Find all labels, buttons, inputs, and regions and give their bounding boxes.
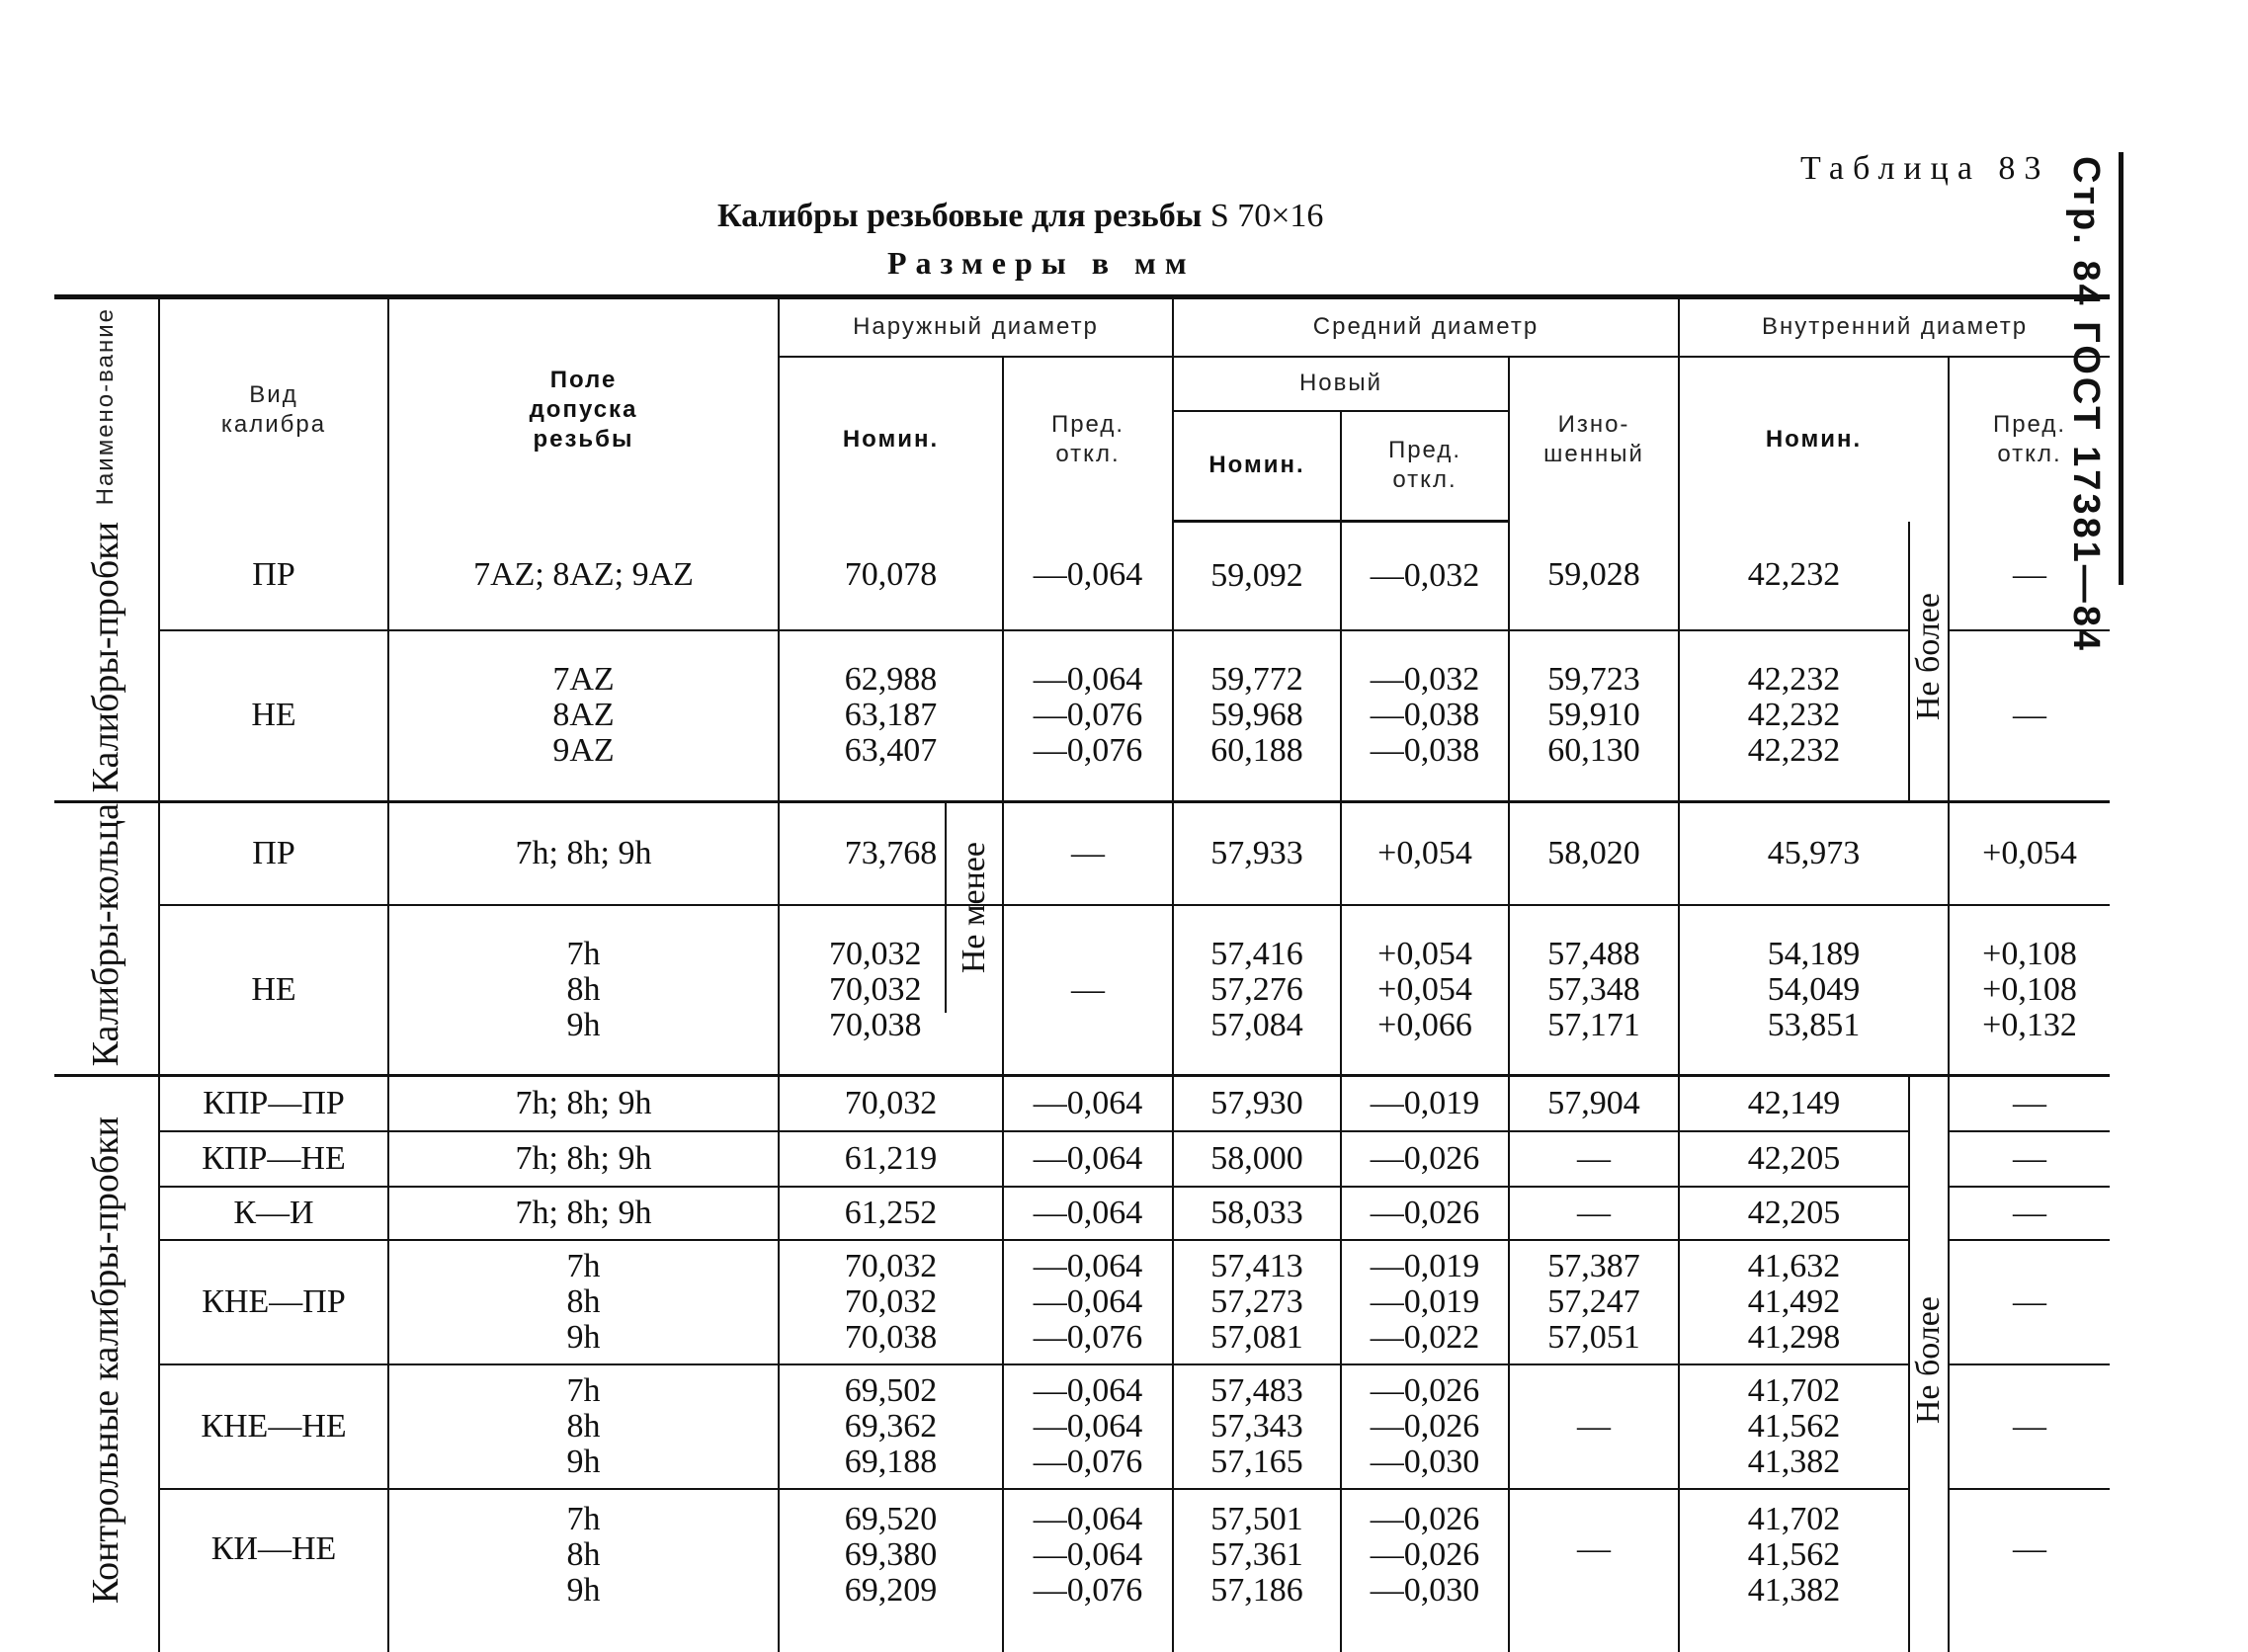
inner-deviation-cell: — [1949, 630, 2110, 801]
mean-nominal-cell: 59,772 59,968 60,188 [1173, 630, 1341, 801]
group-label-rings: Калибры-кольца [54, 801, 159, 1075]
mean-nominal-cell: 57,930 [1173, 1076, 1341, 1131]
inner-nominal-cell: 42,149 [1679, 1076, 1909, 1131]
outer-nominal-cell: 70,032 70,032 70,038 [779, 1240, 1003, 1364]
outer-deviation-cell: —0,064 [1003, 1076, 1173, 1131]
table-title-main: Калибры резьбовые для резьбы [717, 198, 1203, 234]
mean-deviation-cell: —0,019 [1341, 1076, 1509, 1131]
header-inner-deviation: Пред. откл. [1992, 410, 2067, 467]
worn-cell: — [1509, 1131, 1679, 1187]
gauge-type-cell: ПР [159, 522, 388, 631]
table-row [54, 1489, 2110, 1652]
mean-deviation-cell: —0,026 [1341, 1187, 1509, 1240]
table-row [54, 630, 2110, 801]
header-type: Вид калибра [159, 297, 388, 522]
outer-nominal-cell: 61,252 [779, 1187, 1003, 1240]
table-row [54, 801, 2110, 905]
outer-nominal-cell: 70,032 70,032 70,038 [779, 905, 1003, 1076]
gauge-table [54, 294, 2110, 1652]
tolerance-cell: 7h; 8h; 9h [388, 1187, 779, 1240]
table-units: Размеры в мм [887, 245, 1196, 281]
group-label-control: Контрольные калибры-пробки [54, 1076, 159, 1652]
gauge-type-cell: КИ—НЕ [159, 1489, 388, 1652]
mean-deviation-cell: +0,054 [1341, 801, 1509, 905]
inner-nominal-cell: 42,205 [1679, 1131, 1909, 1187]
inner-deviation-cell: +0,108 +0,108 +0,132 [1949, 905, 2110, 1076]
outer-nominal-cell: 61,219 [779, 1131, 1003, 1187]
tolerance-cell: 7AZ; 8AZ; 9AZ [388, 522, 779, 631]
outer-nominal-cell: 69,520 69,380 69,209 [779, 1489, 1003, 1652]
header-mean-nominal: Номин. [1173, 411, 1341, 522]
gauge-type-cell: КПР—НЕ [159, 1131, 388, 1187]
worn-cell: — [1509, 1489, 1679, 1652]
header-outer-deviation: Пред. откл. [1003, 357, 1173, 522]
inner-deviation-cell: — [1949, 1076, 2110, 1131]
tolerance-cell: 7h; 8h; 9h [388, 1076, 779, 1131]
outer-nominal-cell: 73,768 Не менее [779, 801, 1003, 905]
worn-cell: — [1509, 1187, 1679, 1240]
table-number-label: Таблица 83 [1800, 150, 2050, 187]
mean-nominal-cell: 57,416 57,276 57,084 [1173, 905, 1341, 1076]
outer-deviation-cell: —0,064 [1003, 522, 1173, 631]
gauge-type-cell: ПР [159, 801, 388, 905]
mean-nominal-cell: 59,092 [1173, 522, 1341, 631]
tolerance-cell: 7AZ 8AZ 9AZ [388, 630, 779, 801]
mean-nominal-cell: 57,501 57,361 57,186 [1173, 1489, 1341, 1652]
inner-deviation-cell: — [1949, 1131, 2110, 1187]
outer-deviation-cell: —0,064 —0,064 —0,076 [1003, 1240, 1173, 1364]
mean-nominal-cell: 57,483 57,343 57,165 [1173, 1364, 1341, 1489]
inner-nominal-cell: 42,232 [1679, 522, 1909, 631]
inner-deviation-cell: +0,054 [1949, 801, 2110, 905]
gauge-type-cell: К—И [159, 1187, 388, 1240]
worn-cell: 57,904 [1509, 1076, 1679, 1131]
header-mean-diameter: Средний диаметр [1173, 297, 1679, 357]
table-row [54, 522, 2110, 631]
table-row [54, 1076, 2110, 1131]
outer-deviation-cell: —0,064 [1003, 1131, 1173, 1187]
inner-deviation-cell: — [1949, 1364, 2110, 1489]
worn-cell: 59,028 [1509, 522, 1679, 631]
inner-nominal-cell: 42,232 42,232 42,232 [1679, 630, 1909, 801]
header-new: Новый [1173, 357, 1509, 411]
tolerance-cell: 7h 8h 9h [388, 905, 779, 1076]
outer-deviation-cell: — [1003, 905, 1173, 1076]
inner-nominal-cell: 41,702 41,562 41,382 [1679, 1489, 1909, 1652]
inner-nominal-cell: 42,205 [1679, 1187, 1909, 1240]
worn-cell: 58,020 [1509, 801, 1679, 905]
worn-cell: — [1509, 1364, 1679, 1489]
outer-deviation-cell: —0,064 —0,064 —0,076 [1003, 1364, 1173, 1489]
header-inner-nominal: Номин. [1679, 357, 1949, 522]
tolerance-cell: 7h 8h 9h [388, 1489, 779, 1652]
gauge-type-cell: НЕ [159, 905, 388, 1076]
header-mean-deviation: Пред. откл. [1341, 411, 1509, 522]
worn-cell: 57,488 57,348 57,171 [1509, 905, 1679, 1076]
outer-deviation-cell: —0,064 [1003, 1187, 1173, 1240]
tolerance-cell: 7h 8h 9h [388, 1364, 779, 1489]
inner-deviation-cell: — [1949, 1187, 2110, 1240]
outer-nominal-cell: 69,502 69,362 69,188 [779, 1364, 1003, 1489]
inner-note-not-more-control: Не более [1909, 1076, 1949, 1652]
outer-deviation-cell: — [1003, 801, 1173, 905]
group-label-plugs: Калибры-пробки [54, 522, 159, 802]
outer-nominal-cell: 70,078 [779, 522, 1003, 631]
inner-nominal-cell: 45,973 [1679, 801, 1949, 905]
header-inner-diameter: Внутренний диаметр [1679, 297, 2110, 357]
mean-deviation-cell: —0,032 [1341, 522, 1509, 631]
mean-deviation-cell: —0,019 —0,019 —0,022 [1341, 1240, 1509, 1364]
outer-nominal-cell: 62,988 63,187 63,407 [779, 630, 1003, 801]
table-row [54, 905, 2110, 1076]
table-row [54, 1131, 2110, 1187]
header-tolerance: Поле допуска резьбы [388, 297, 779, 522]
tolerance-cell: 7h; 8h; 9h [388, 801, 779, 905]
table-title [717, 198, 1323, 235]
header-worn: Изно-шенный [1509, 357, 1679, 522]
header-outer-nominal: Номин. [779, 357, 1003, 522]
mean-nominal-cell: 58,033 [1173, 1187, 1341, 1240]
worn-cell: 59,723 59,910 60,130 [1509, 630, 1679, 801]
gauge-type-cell: НЕ [159, 630, 388, 801]
mean-deviation-cell: —0,032 —0,038 —0,038 [1341, 630, 1509, 801]
gauge-type-cell: КПР—ПР [159, 1076, 388, 1131]
worn-cell: 57,387 57,247 57,051 [1509, 1240, 1679, 1364]
inner-deviation-cell: — [1949, 522, 2110, 631]
inner-nominal-cell: 41,632 41,492 41,298 [1679, 1240, 1909, 1364]
table-row [54, 1364, 2110, 1489]
mean-deviation-cell: —0,026 [1341, 1131, 1509, 1187]
header-name: Наимено-вание [54, 297, 159, 522]
outer-note-not-less: Не менее [945, 803, 1002, 1013]
table-row [54, 1187, 2110, 1240]
side-header-rule [2119, 152, 2123, 585]
inner-note-not-more: Не более [1909, 522, 1949, 802]
table-title-thread: S 70×16 [1209, 198, 1324, 234]
tolerance-cell: 7h; 8h; 9h [388, 1131, 779, 1187]
gauge-type-cell: КНЕ—НЕ [159, 1364, 388, 1489]
mean-deviation-cell: —0,026 —0,026 —0,030 [1341, 1489, 1509, 1652]
mean-deviation-cell: +0,054 +0,054 +0,066 [1341, 905, 1509, 1076]
mean-nominal-cell: 57,933 [1173, 801, 1341, 905]
table-row [54, 1240, 2110, 1364]
mean-nominal-cell: 57,413 57,273 57,081 [1173, 1240, 1341, 1364]
page-side-header: Стр. 84 ГОСТ 17381—84 [2065, 156, 2107, 654]
inner-deviation-cell: — [1949, 1240, 2110, 1364]
inner-nominal-cell: 54,189 54,049 53,851 [1679, 905, 1949, 1076]
outer-nominal-cell: 70,032 [779, 1076, 1003, 1131]
tolerance-cell: 7h 8h 9h [388, 1240, 779, 1364]
outer-deviation-cell: —0,064 —0,076 —0,076 [1003, 630, 1173, 801]
gauge-type-cell: КНЕ—ПР [159, 1240, 388, 1364]
inner-nominal-cell: 41,702 41,562 41,382 [1679, 1364, 1909, 1489]
outer-deviation-cell: —0,064 —0,064 —0,076 [1003, 1489, 1173, 1652]
mean-nominal-cell: 58,000 [1173, 1131, 1341, 1187]
header-outer-diameter: Наружный диаметр [779, 297, 1173, 357]
mean-deviation-cell: —0,026 —0,026 —0,030 [1341, 1364, 1509, 1489]
inner-deviation-cell: — [2013, 1529, 2046, 1567]
